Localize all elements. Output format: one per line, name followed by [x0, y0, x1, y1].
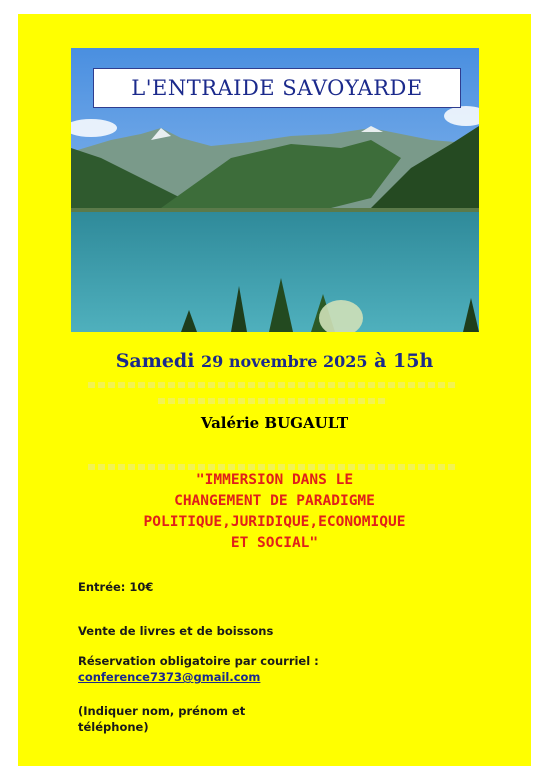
event-poster: [18, 14, 531, 766]
talk-title-line: "IMMERSION DANS LE: [195, 472, 354, 488]
entry-price: Entrée: 10€: [78, 580, 154, 594]
talk-title-line: ET SOCIAL": [230, 535, 319, 551]
event-date-text: 29 novembre 2025: [201, 352, 368, 371]
speaker-name: Valérie BUGAULT: [200, 414, 349, 432]
note-line: (Indiquer nom, prénom et: [78, 704, 246, 718]
mountain-lake-photo: [71, 48, 479, 332]
faded-text-line: [88, 382, 458, 388]
faded-text-line: [158, 398, 388, 404]
talk-title: [18, 470, 531, 554]
sales-info: Vente de livres et de boissons: [78, 624, 274, 638]
email-link[interactable]: conference7373@gmail.com: [78, 670, 261, 684]
event-day: Samedi: [115, 350, 195, 372]
talk-title-line: POLITIQUE,JURIDIQUE,ECONOMIQUE: [143, 514, 406, 530]
event-time: à 15h: [374, 350, 434, 372]
note-line: téléphone): [78, 720, 149, 734]
talk-title-line: CHANGEMENT DE PARADIGME: [174, 493, 375, 509]
page-title: L'ENTRAIDE SAVOYARDE: [93, 68, 461, 108]
event-date: [18, 350, 531, 372]
reservation-info: Réservation obligatoire par courriel :: [78, 654, 319, 668]
